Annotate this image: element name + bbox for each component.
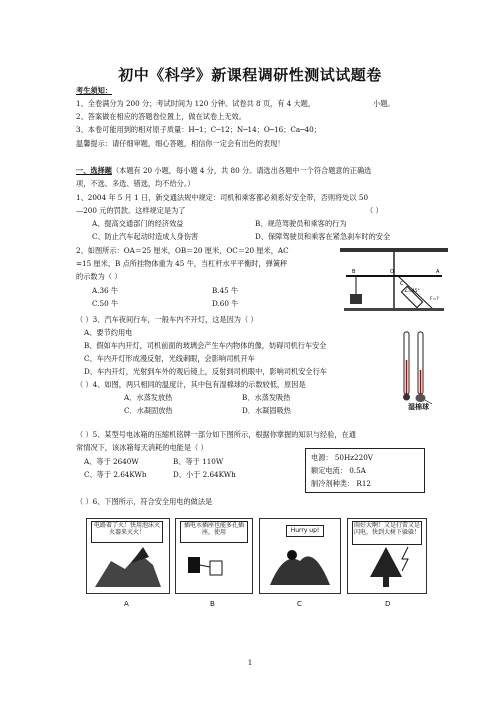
q6-panel-d <box>347 518 427 594</box>
panel-b-illustration <box>180 543 248 589</box>
q2-option-b: B.45 牛 <box>212 286 239 295</box>
q4-option-c: C．水凝固放热 <box>124 406 173 415</box>
lightning-icon <box>402 547 408 571</box>
nameplate-power: 电源： 50Hz220V <box>311 453 373 462</box>
panel-d-illustration <box>352 545 422 589</box>
q5-option-c: C、等于 2.64KWh <box>84 470 147 479</box>
page-title: 初中《科学》新课程调研性测试试题卷 <box>118 66 382 84</box>
cord-icon <box>200 565 210 567</box>
label-angle: ∠=45° <box>404 289 420 294</box>
wet-cotton-ball <box>416 394 426 402</box>
panel-b-letter: B <box>210 600 215 608</box>
panel-d-letter: D <box>385 600 391 608</box>
q1-stem-2: —200 元的罚款。这样规定是为了 <box>76 206 186 215</box>
tree-icon <box>370 547 402 577</box>
q3-option-d: D、车内开灯，光射到车外的观后镜上，反射到司机眼中，影响司机安全行车 <box>84 367 327 376</box>
q1-option-b: B、规范驾驶员和乘客的行为 <box>255 219 347 228</box>
q4-option-a: A．水蒸发放热 <box>124 393 173 402</box>
nameplate-refrigerant: 制冷剂种类： R12 <box>311 479 371 488</box>
nameplate-current: 额定电流： 0.5A <box>311 466 366 475</box>
panel-a-speech-bubble: 电路着了火！快用泡沫灭火器来灭火！ <box>91 521 163 543</box>
tree-trunk-icon <box>383 577 389 587</box>
q2-option-a: A.36 牛 <box>92 286 119 295</box>
q3-option-a: A、要节约用电 <box>84 328 133 337</box>
notice-item-3: 3、本卷可能用到的相对原子质量：H─1；C─12；N─14；O─16；Ca─40； <box>76 125 321 134</box>
q2-stem-2: =15 厘米，B 点所挂物体重为 45 牛，当杠杆水平平衡时，弹簧秤 <box>76 259 288 268</box>
people-scene-icon <box>270 556 330 585</box>
notice-heading: 考生须知： <box>76 86 112 95</box>
q2-stem-3: 的示数为（ ） <box>76 272 122 281</box>
ground-bar <box>344 308 444 311</box>
appliance-icon <box>188 557 200 573</box>
label-f: F=? <box>430 297 439 302</box>
q2-stem-1: 2、如图所示：OA＝25 厘米，OB＝20 厘米，OC＝20 厘米，AC <box>76 246 289 255</box>
q1-option-d: D、保障驾驶员和乘客在紧急刹车时的安全 <box>255 232 391 241</box>
q3-stem: （ ）3、汽车夜间行车，一般车内不开灯，这是因为（ ） <box>76 315 258 324</box>
q3-option-b: B、假如车内开灯，司机前面的玻璃会产生车内物体的像，妨碍司机行车安全 <box>84 341 327 350</box>
q4-option-b: B．水蒸发吸热 <box>242 393 291 402</box>
section1-heading: 一、选择题 <box>76 166 112 175</box>
q1-option-c: C、防止汽车起动时造成人身伤害 <box>92 232 199 241</box>
panel-a-letter: A <box>124 600 129 608</box>
q6-stem: （ ）6、下图所示，符合安全用电的做法是 <box>76 497 213 506</box>
q1-answer-paren: （ ） <box>366 206 383 215</box>
panel-c-speech-bubble: Hurry up! <box>286 525 324 537</box>
q6-panel-c <box>259 518 341 594</box>
q5-stem-2: 常情况下，该冰箱每天消耗的电能是（ ） <box>76 443 208 452</box>
panel-c-illustration <box>264 541 336 589</box>
panel-c-letter: C <box>297 600 302 608</box>
panel-a-illustration <box>91 543 165 589</box>
section1-instruction: （本题有 20 小题，每小题 4 分，共 80 分。请选出各题中一个符合题意的正确选 <box>111 166 372 175</box>
q2-option-d: D.60 牛 <box>212 299 239 308</box>
q5-option-d: D、小于 2.64KWh <box>173 470 236 479</box>
q5-option-b: B、等于 110W <box>173 457 224 466</box>
label-b: B <box>352 269 356 275</box>
q4-option-d: D．水凝固吸热 <box>242 406 291 415</box>
bulb-dry <box>403 394 410 401</box>
label-o: O <box>390 269 394 275</box>
q5-stem-1: （ ）5、某型号电冰箱的压缩机铭牌一部分如下图所示，根据你掌握的知识与经验，在通 <box>76 430 356 439</box>
person-head-icon <box>287 550 297 560</box>
notice-item-2: 2、答案做在相应的答题卷位置上，做在试卷上无效。 <box>76 112 246 121</box>
q6-panel-a <box>86 518 170 594</box>
notice-item-1b: 小题。 <box>373 99 395 108</box>
notice-tip: 温馨提示：请仔细审题，细心答题，相信你一定会有出色的表现！ <box>76 139 285 148</box>
q1-option-a: A、提高交通部门的经济效益 <box>92 219 184 228</box>
q6-panel-b <box>175 518 253 594</box>
q1-stem-1: 1、2004 年 5 月 1 日，新交通法规中规定：司机和乘客都必须系好安全带，否则将处以 50 <box>76 193 369 202</box>
compressor-nameplate <box>305 448 425 493</box>
label-c: C <box>400 281 404 287</box>
section1-instruction-2: 项，不选、多选、错选，均不给分。） <box>76 179 195 188</box>
q2-option-c: C.50 牛 <box>92 299 119 308</box>
label-a: A <box>436 269 440 275</box>
weight-block <box>350 294 362 304</box>
notice-item-1: 1、全卷满分为 200 分；考试时间为 120 分钟。试卷共 8 页，有 4 大题， <box>76 99 316 108</box>
section1-header <box>76 166 371 175</box>
lever-figure <box>338 238 450 318</box>
page-number: 1 <box>247 658 253 667</box>
panel-d-speech-bubble: 雨好大啊！又是打雷又是闪电，快到大树下躲躲！ <box>352 521 422 545</box>
q3-option-c: C、车内开灯形成漫反射，光线刺眼，会影响司机开车 <box>84 354 255 363</box>
q4-stem: （ ）4、如图，两只相同的温度计，其中包有湿棉球的示数较低，原因是 <box>76 380 306 389</box>
wet-cotton-label: 湿棉球 <box>408 403 429 411</box>
ceiling-bar <box>340 248 448 252</box>
q5-option-a: A、等于 2640W <box>84 457 139 466</box>
fire-scene-icon <box>95 553 161 587</box>
power-strip-icon <box>210 561 222 575</box>
panel-b-speech-bubble: 插电水插座也能多孔插座，使用 <box>180 521 248 543</box>
